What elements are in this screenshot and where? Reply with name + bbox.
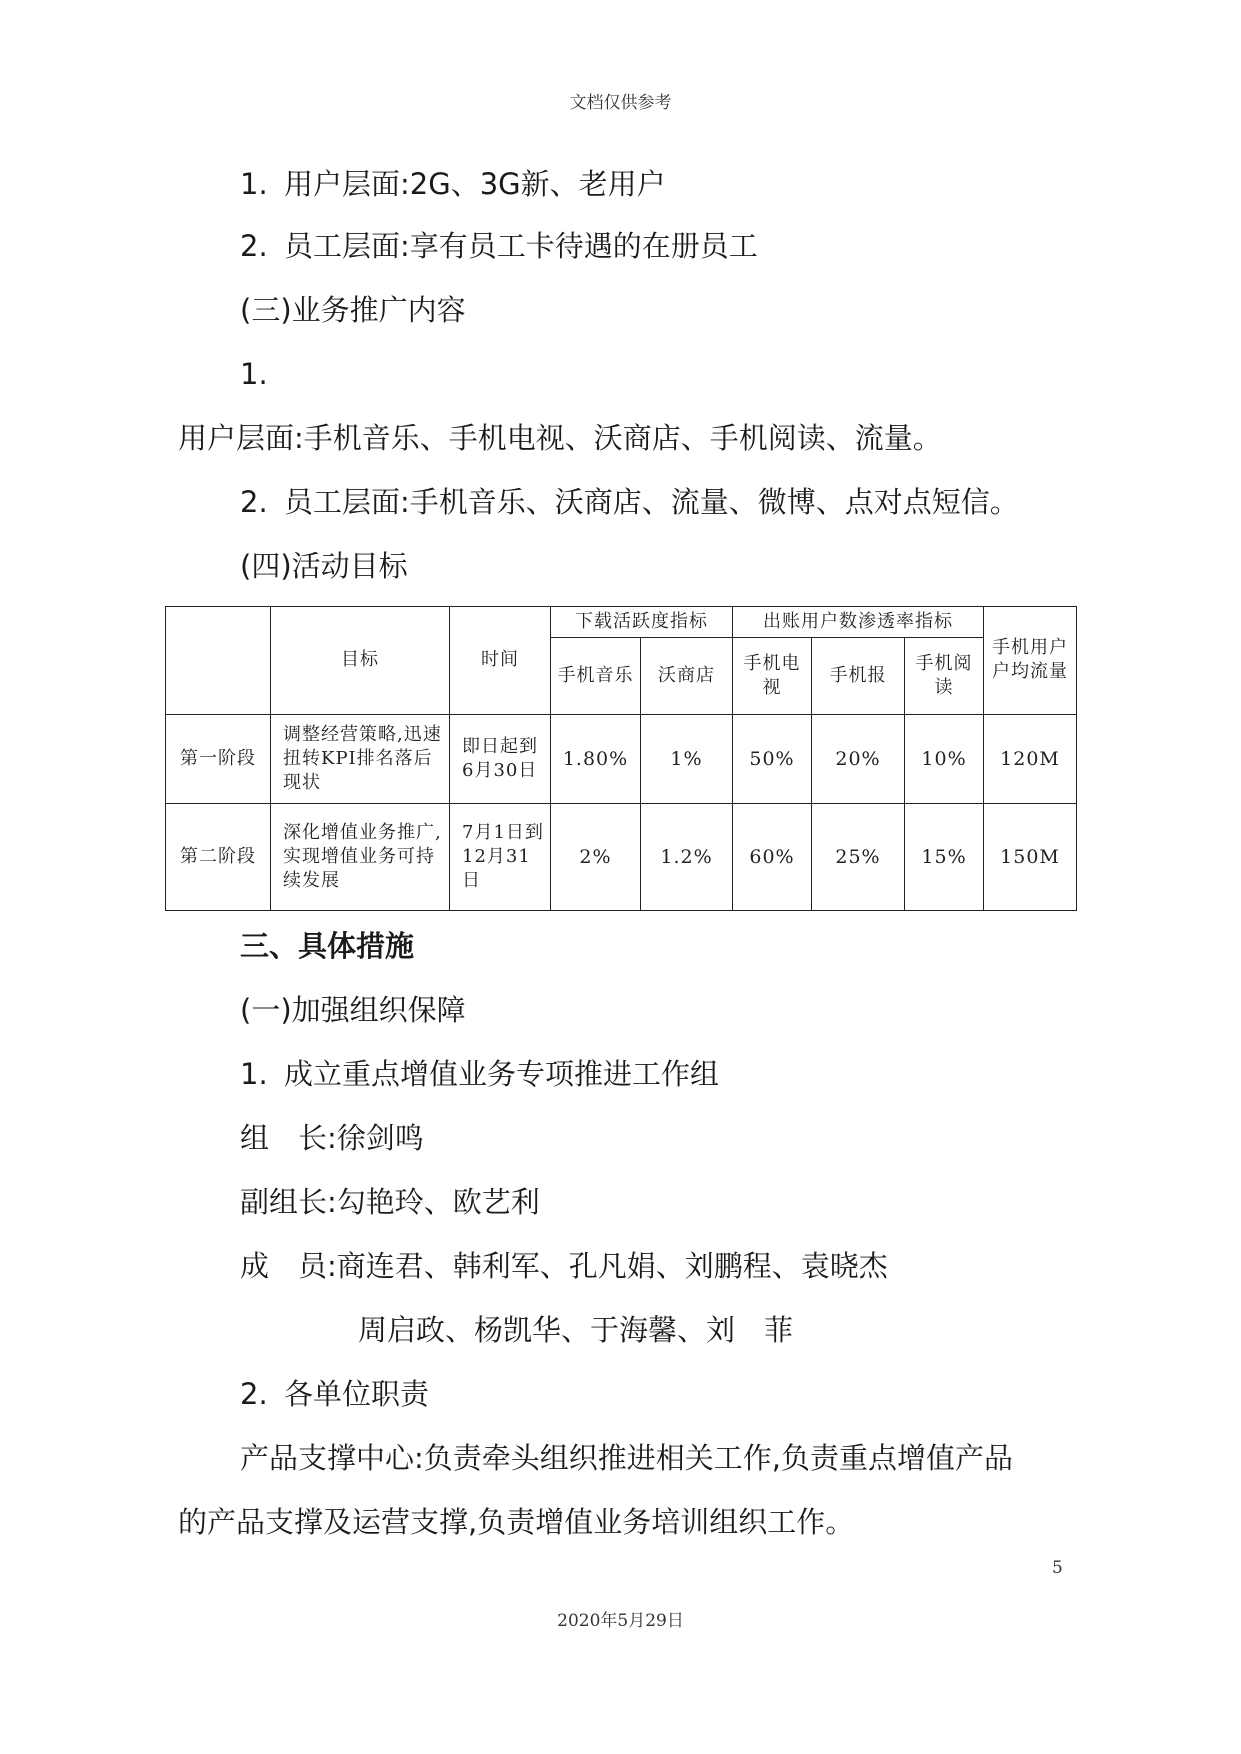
list-item [240, 1374, 429, 1414]
item-number: 2. [240, 485, 268, 519]
time-cell: 7月1日到12月31日 [450, 804, 551, 911]
tv-cell: 50% [733, 714, 812, 803]
tv-cell: 60% [733, 804, 812, 911]
music-cell: 2% [551, 804, 641, 911]
section-heading: (四)活动目标 [240, 549, 408, 583]
item-number: 2. [240, 1377, 268, 1411]
target-cell: 深化增值业务推广,实现增值业务可持续发展 [271, 804, 450, 911]
page-number: 5 [1052, 1558, 1063, 1578]
store-cell: 1% [641, 714, 733, 803]
item-text: 员工层面:手机音乐、沃商店、流量、微博、点对点短信。 [284, 485, 1019, 519]
footer-date: 2020年5月29日 [557, 1611, 684, 1631]
table-row [166, 714, 1077, 803]
paragraph-line: 的产品支撑及运营支撑,负责增值业务培训组织工作。 [178, 1505, 855, 1539]
item-number: 2. [240, 229, 268, 263]
item-number: 1. [240, 167, 268, 201]
flow-cell: 120M [984, 714, 1077, 803]
header-store: 沃商店 [641, 637, 733, 714]
section-heading: (一)加强组织保障 [240, 993, 466, 1027]
flow-cell: 150M [984, 804, 1077, 911]
list-item [240, 1054, 719, 1094]
chapter-heading: 三、具体措施 [240, 929, 415, 963]
item-text: 用户层面:2G、3G新、老用户 [284, 167, 666, 201]
header-download-activity: 下载活跃度指标 [551, 607, 733, 638]
table-row [166, 804, 1077, 911]
team-leader: 组 长:徐剑鸣 [240, 1121, 424, 1155]
vice-leader: 副组长:勾艳玲、欧艺利 [240, 1185, 540, 1219]
header-read: 手机阅读 [905, 637, 984, 714]
team-members: 成 员:商连君、韩利军、孔凡娟、刘鹏程、袁晓杰 [240, 1249, 888, 1283]
read-cell: 15% [905, 804, 984, 911]
item-text: 各单位职责 [284, 1377, 430, 1411]
header-avg-flow: 手机用户户均流量 [984, 607, 1077, 715]
stage-cell: 第一阶段 [166, 714, 271, 803]
time-cell: 即日起到6月30日 [450, 714, 551, 803]
list-item [240, 226, 758, 266]
item-text: 员工层面:享有员工卡待遇的在册员工 [284, 229, 758, 263]
goals-table [165, 606, 1077, 911]
item-text: 成立重点增值业务专项推进工作组 [284, 1057, 720, 1091]
music-cell: 1.80% [551, 714, 641, 803]
paper-cell: 25% [812, 804, 905, 911]
paragraph-line: 产品支撑中心:负责牵头组织推进相关工作,负责重点增值产品 [240, 1441, 1013, 1475]
list-item [240, 482, 1019, 522]
page-header: 文档仅供参考 [569, 93, 672, 113]
header-time: 时间 [450, 607, 551, 715]
stage-cell: 第二阶段 [166, 804, 271, 911]
header-tv: 手机电视 [733, 637, 812, 714]
team-members-continued: 周启政、杨凯华、于海馨、刘 菲 [358, 1313, 794, 1347]
list-item [240, 164, 666, 204]
store-cell: 1.2% [641, 804, 733, 911]
target-cell: 调整经营策略,迅速扭转KPI排名落后现状 [271, 714, 450, 803]
header-penetration-rate: 出账用户数渗透率指标 [733, 607, 984, 638]
header-paper: 手机报 [812, 637, 905, 714]
header-target: 目标 [271, 607, 450, 715]
read-cell: 10% [905, 714, 984, 803]
header-music: 手机音乐 [551, 637, 641, 714]
paragraph-line: 用户层面:手机音乐、手机电视、沃商店、手机阅读、流量。 [178, 421, 942, 455]
paper-cell: 20% [812, 714, 905, 803]
item-number: 1. [240, 1057, 268, 1091]
header-empty-cell [166, 607, 271, 715]
item-number: 1. [240, 357, 268, 391]
section-heading: (三)业务推广内容 [240, 293, 466, 327]
